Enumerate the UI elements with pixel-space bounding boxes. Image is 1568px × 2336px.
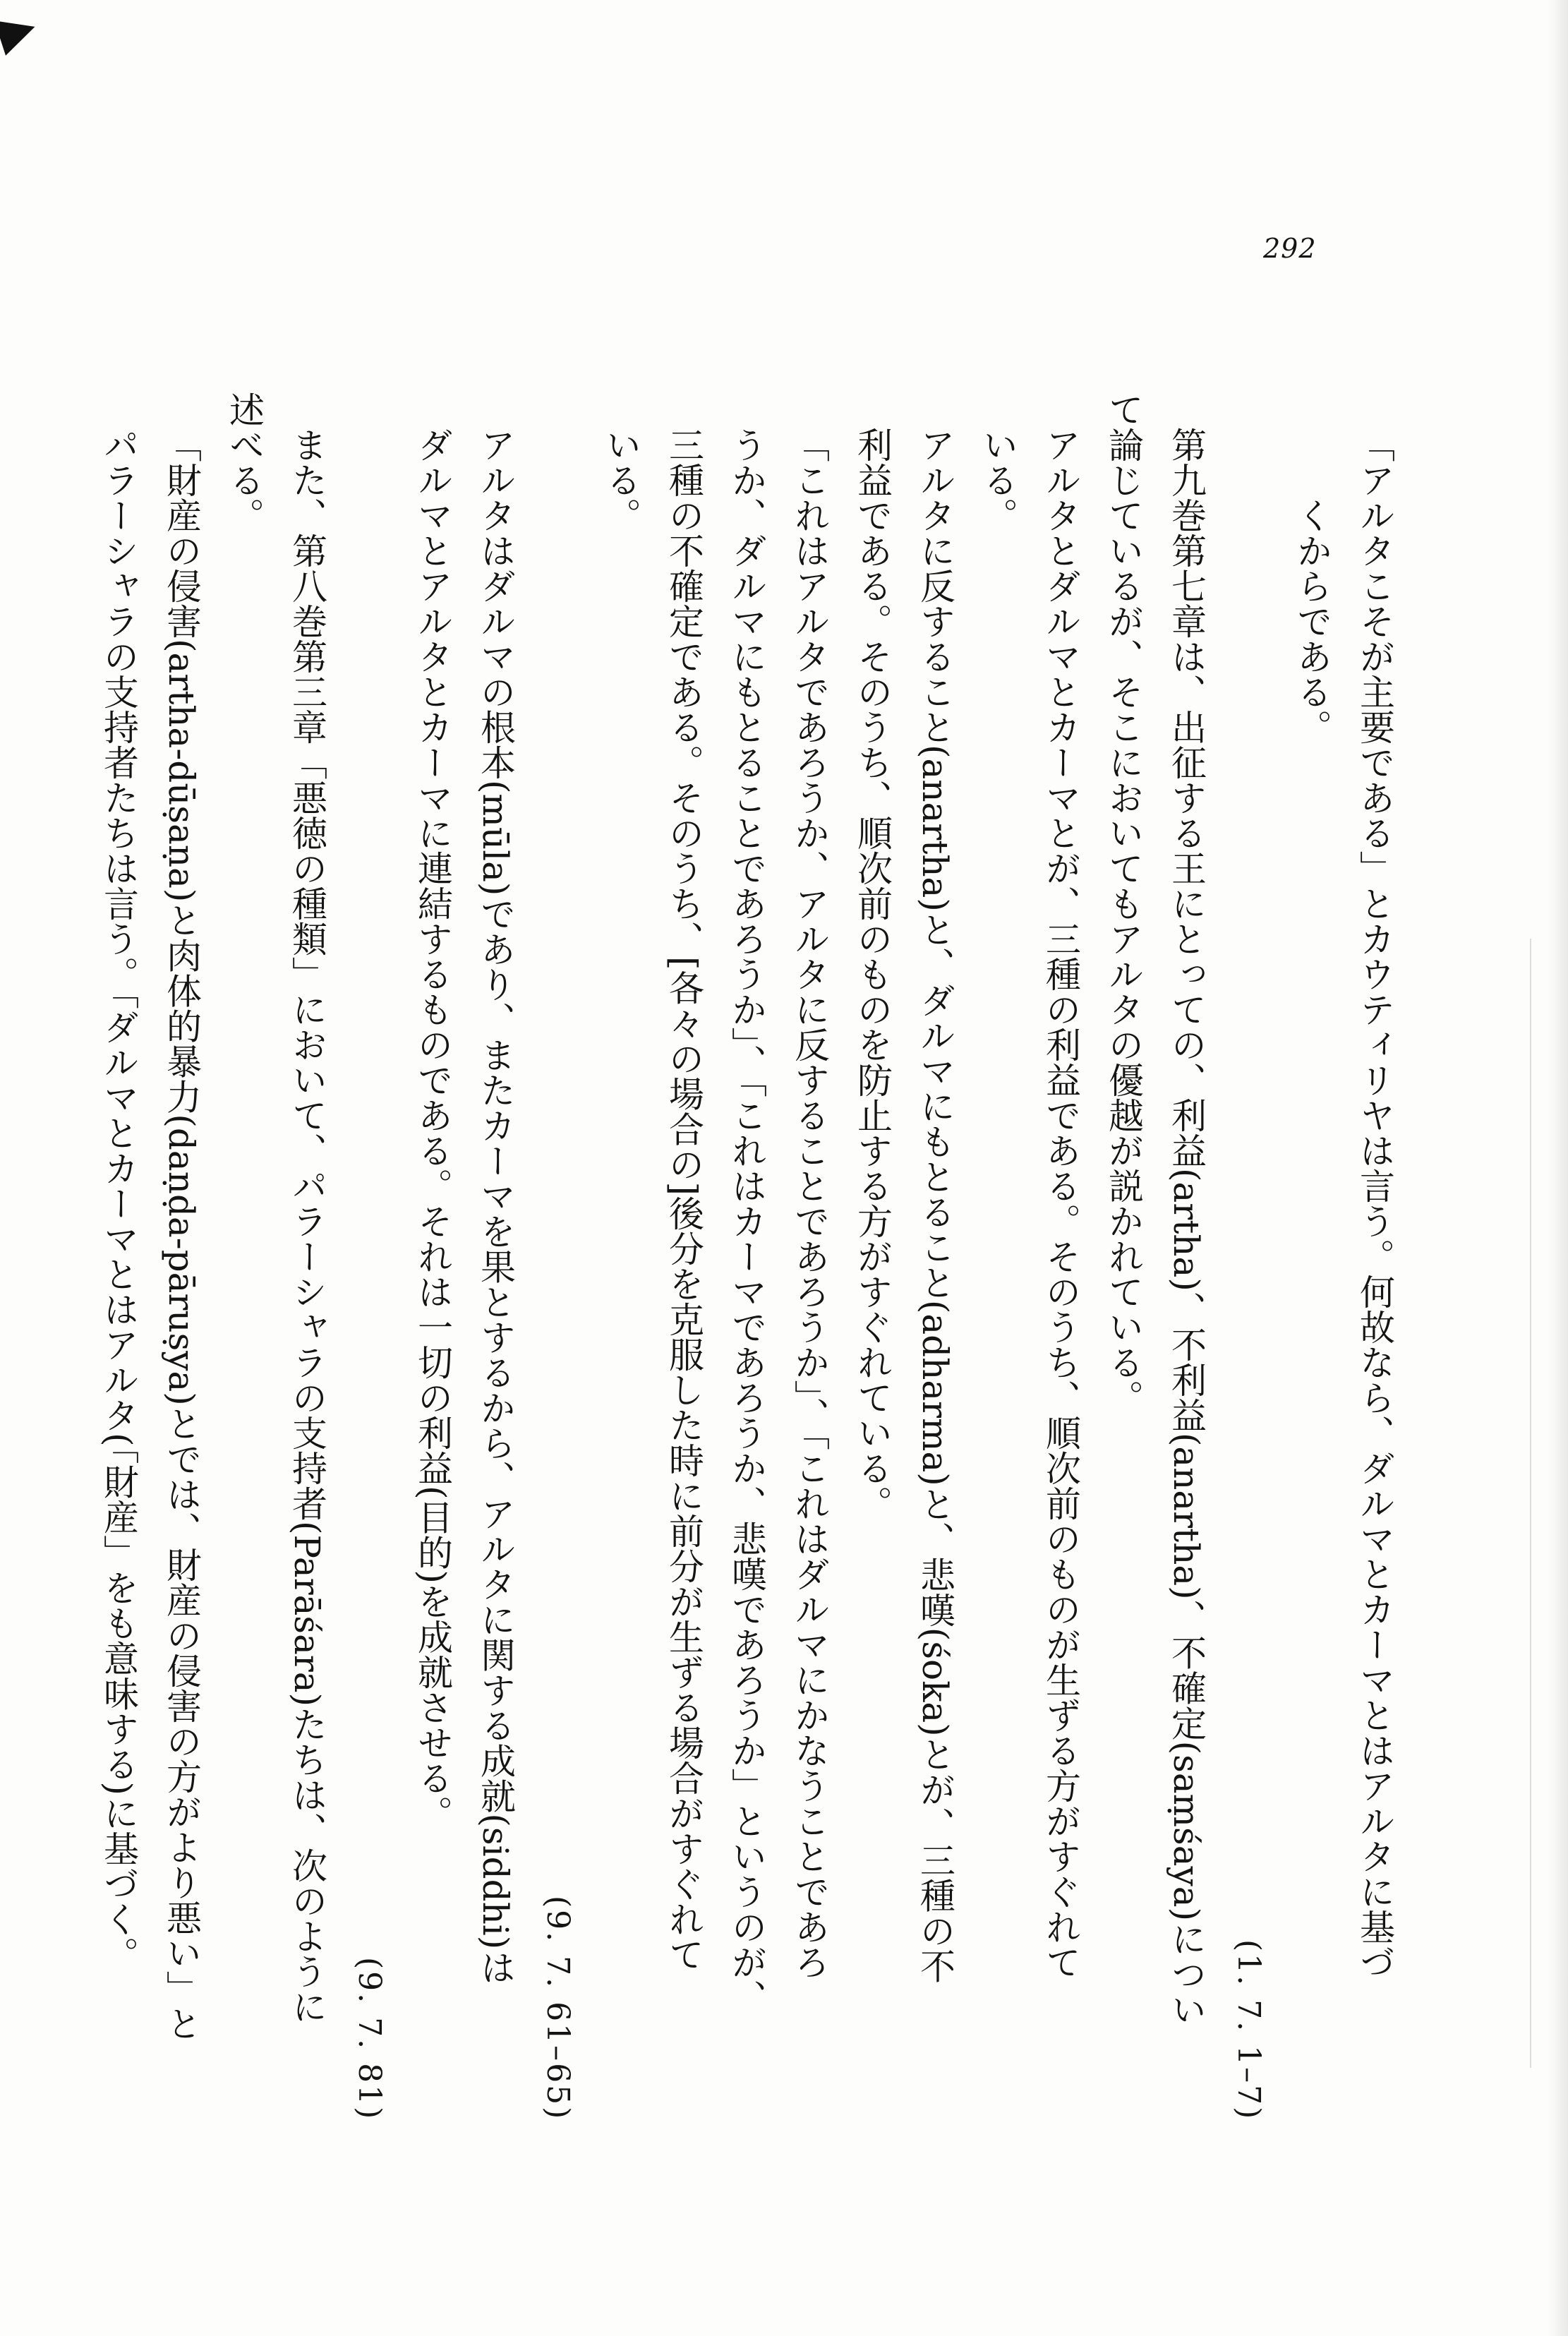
text-line: 「これはアルタであろうか、アルタに反することであろうか」、「これはダルマにかなうことであろ: [789, 427, 830, 1980]
text-line: くからである。: [1291, 498, 1332, 745]
text-line: アルタに反すること(anartha)と、ダルマにもとること(adharma)と、悲嘆(śoka)とが、三種の不: [915, 427, 955, 1984]
text-line: 「財産の侵害(artha-dūṣaṇa)と肉体的暴力(daṇḍa-pāruṣya)とでは、財産の侵害の方がより悪い」と: [161, 427, 202, 2041]
citation: (9. 7. 81): [351, 1956, 387, 2121]
text-line: 「アルタこそが主要である」とカウティリヤは言う。何故なら、ダルマとカーマとはアルタに基づ: [1354, 427, 1395, 1980]
text-line: うか、ダルマにもとることであろうか」、「これはカーマであろうか、悲嘆であろうか」というのが、: [726, 427, 767, 2015]
text-line: て論じているが、そこにおいてもアルタの優越が説かれている。: [1103, 392, 1144, 1415]
text-line: 述べる。: [224, 392, 265, 533]
text-line: ダルマとアルタとカーマに連結するものである。それは一切の利益(目的)を成就させる。: [412, 427, 453, 1831]
text-line: また、第八巻第三章「悪徳の種類」において、パラーシャラの支持者(Parāśara)たちは、次のように: [287, 427, 327, 2025]
corner-mark-icon: [0, 9, 40, 56]
text-line: 第九巻第七章は、出征する王にとっての、利益(artha)、不利益(anartha)、不確定(saṃśaya)につい: [1166, 427, 1207, 2028]
citation: (1. 7. 1–7): [1231, 1939, 1267, 2121]
text-line: アルタとダルマとカーマとが、三種の利益である。そのうち、順次前のものが生ずる方がすぐれて: [1040, 427, 1081, 1980]
page-number: 292: [1263, 233, 1317, 264]
gutter-shadow: [1548, 0, 1568, 2336]
text-line: いる。: [977, 427, 1018, 533]
text-line: パラーシャラの支持者たちは言う。「ダルマとカーマとはアルタ(「財産」をも意味する)に基づく。: [98, 427, 139, 1973]
text-line: いる。: [601, 427, 641, 533]
text-line: 利益である。そのうち、順次前のものを防止する方がすぐれている。: [852, 427, 893, 1521]
text-line: アルタはダルマの根本(mūla)であり、またカーマを果とするから、アルタに関する成就(siddhi)は: [475, 427, 516, 1985]
text-line: 三種の不確定である。そのうち、[各々の場合の]後分を克服した時に前分が生ずる場合がすぐれて: [663, 427, 704, 1973]
vertical-text-body: [87, 392, 1406, 2121]
citation: (9. 7. 61–65): [540, 1895, 576, 2121]
scan-artifact-line: [1530, 939, 1531, 2068]
